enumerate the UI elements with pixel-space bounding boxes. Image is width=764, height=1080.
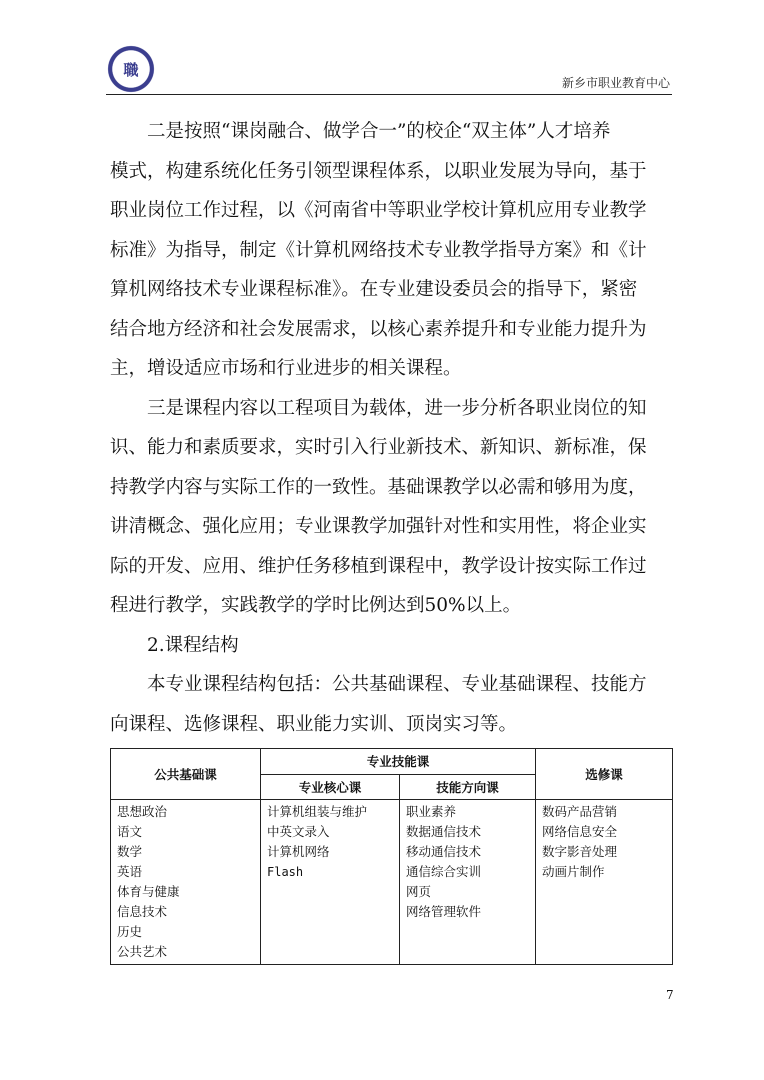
course-item: 网络管理软件 xyxy=(406,904,482,919)
text-line: 讲清概念、强化应用；专业课教学加强针对性和实用性，将企业实 xyxy=(110,516,647,537)
text-line: 算机网络技术专业课程标准》。在专业建设委员会的指导下，紧密 xyxy=(110,279,638,300)
paragraph-curriculum-model xyxy=(110,112,666,389)
header-public-courses: 公共基础课 xyxy=(111,749,261,800)
text-line: 标准》为指导，制定《计算机网络技术专业教学指导方案》和《计 xyxy=(110,239,647,261)
document-body xyxy=(110,112,666,744)
section-heading xyxy=(110,626,666,666)
course-item: 职业素养 xyxy=(406,804,457,819)
text-line: 模式，构建系统化任务引领型课程体系，以职业发展为导向，基于 xyxy=(110,160,647,182)
course-item: 网络信息安全 xyxy=(542,824,618,839)
text-line: 主，增设适应市场和行业进步的相关课程。 xyxy=(110,358,462,379)
course-item: 计算机网络 xyxy=(267,844,330,859)
course-item: Flash xyxy=(267,865,304,879)
elective-course-cell xyxy=(536,800,673,965)
course-item: 英语 xyxy=(117,864,143,879)
header-skill-courses: 专业技能课 xyxy=(261,749,536,775)
curriculum-table xyxy=(110,748,673,965)
text-line: 本专业课程结构包括：公共基础课程、专业基础课程、技能方 xyxy=(147,674,647,695)
course-item: 通信综合实训 xyxy=(406,864,482,879)
header-core-courses: 专业核心课 xyxy=(261,774,400,800)
core-course-cell xyxy=(261,800,400,965)
text-line: 向课程、选修课程、职业能力实训、顶岗实习等。 xyxy=(110,713,518,735)
text-line: 职业岗位工作过程，以《河南省中等职业学校计算机应用专业教学 xyxy=(110,200,647,221)
course-item: 数学 xyxy=(117,844,143,859)
course-item: 数码产品营销 xyxy=(542,804,618,819)
course-item: 公共艺术 xyxy=(117,944,168,959)
text-line: 际的开发、应用、维护任务移植到课程中，教学设计按实际工作过 xyxy=(110,555,647,577)
text-line: 三是课程内容以工程项目为载体，进一步分析各职业岗位的知 xyxy=(147,397,647,419)
direction-course-cell xyxy=(400,800,536,965)
paragraph-course-content xyxy=(110,389,666,626)
header-direction-courses: 技能方向课 xyxy=(400,774,536,800)
course-item: 信息技术 xyxy=(117,904,168,919)
course-item: 移动通信技术 xyxy=(406,844,482,859)
header-elective-courses: 选修课 xyxy=(536,749,673,800)
text-line: 识、能力和素质要求，实时引入行业新技术、新知识、新标准，保 xyxy=(110,437,647,458)
text-line: 程进行教学，实践教学的学时比例达到50%以上。 xyxy=(110,595,522,616)
page-number: 7 xyxy=(666,988,674,1002)
header-title: 新乡市职业教育中心 xyxy=(561,76,670,90)
page-header xyxy=(106,44,672,96)
text-line: 持教学内容与实际工作的一致性。基础课教学以必需和够用为度， xyxy=(110,476,647,498)
course-item: 数据通信技术 xyxy=(406,824,482,839)
course-item: 中英文录入 xyxy=(267,824,330,839)
course-item: 数字影音处理 xyxy=(542,844,618,859)
course-item: 网页 xyxy=(406,884,432,899)
course-item: 计算机组装与维护 xyxy=(267,804,368,819)
course-item: 历史 xyxy=(117,924,143,939)
school-logo-icon: 職 xyxy=(106,44,156,94)
text-line: 二是按照“课岗融合、做学合一”的校企“双主体”人才培养 xyxy=(147,121,611,142)
public-course-cell xyxy=(111,800,261,965)
course-item: 语文 xyxy=(117,824,143,839)
text-line: 结合地方经济和社会发展需求，以核心素养提升和专业能力提升为 xyxy=(110,318,647,340)
paragraph-course-structure xyxy=(110,665,666,744)
course-item: 思想政治 xyxy=(117,804,168,819)
course-item: 动画片制作 xyxy=(542,864,605,879)
course-item: 体育与健康 xyxy=(117,884,180,899)
section-heading-text: 2.课程结构 xyxy=(147,634,239,656)
header-divider xyxy=(106,94,672,95)
